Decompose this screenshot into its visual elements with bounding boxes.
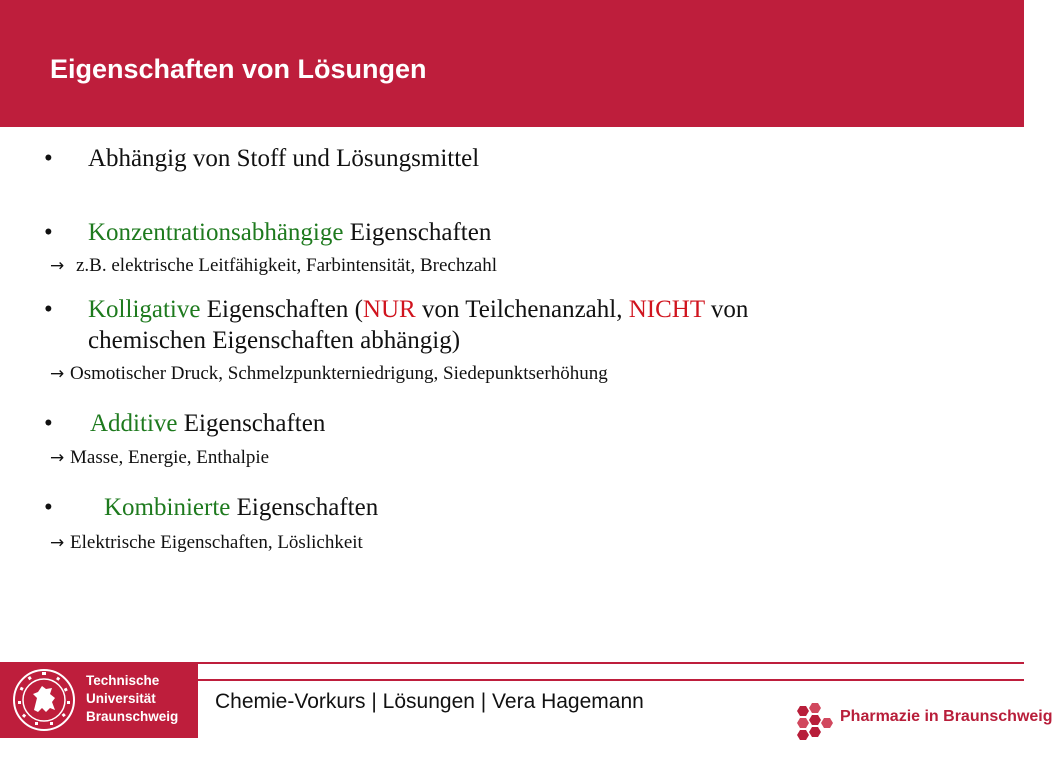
bullet-marker: • [44,219,53,246]
sub-kolligativ [50,363,608,385]
sub-kombiniert [50,532,363,554]
bullet-stoff-loesungsmittel: Abhängig von Stoff und Lösungsmittel [88,145,480,172]
bullet-text-line2: chemischen Eigenschaften abhängig) [88,327,461,354]
footer-divider-right [198,679,1024,681]
bullet-marker: • [44,145,53,172]
bullet-marker: • [44,296,53,323]
pharmazie-logo [793,702,1053,742]
bullet-text-part: von [704,296,749,323]
slide-title: Eigenschaften von Lösungen [50,54,427,84]
university-line: Technische [86,673,160,688]
arrow-right-icon: → [50,533,65,553]
bullet-rest-text: Eigenschaften [343,219,492,246]
arrow-right-icon: → [50,364,65,384]
bullet-text-part: Eigenschaften ( [200,296,363,323]
university-line: Universität [86,691,156,706]
highlight-konzentrationsabhaengige: Konzentrationsabhängige [88,219,344,246]
highlight-nicht: NICHT [628,296,705,323]
bullet-kolligativ [88,294,748,356]
arrow-right-icon: → [50,256,65,276]
sub-additiv [50,447,269,469]
bullet-konzentrationsabhaengig [88,217,491,248]
sub-text: Elektrische Eigenschaften, Löslichkeit [70,532,363,553]
footer-text: Chemie-Vorkurs | Lösungen | Vera Hagemann [215,690,644,713]
arrow-right-icon: → [50,448,65,468]
highlight-kombinierte: Kombinierte [104,494,231,521]
university-name [86,672,178,726]
highlight-additive: Additive [90,410,178,437]
university-line: Braunschweig [86,709,179,724]
bullet-rest-text: Eigenschaften [230,494,379,521]
university-seal-icon [12,668,76,732]
hexagon-cluster-icon [793,702,835,742]
tu-braunschweig-logo [0,662,198,738]
bullet-marker: • [44,410,53,437]
bullet-kombiniert [104,492,378,523]
sub-text: Osmotischer Druck, Schmelzpunkterniedrigung, Siedepunktserhöhung [70,363,608,384]
title-bar [0,0,1024,127]
sub-konzentrationsabhaengig [50,255,497,277]
sub-text: Masse, Energie, Enthalpie [70,447,270,468]
pharmazie-logo-text: Pharmazie in Braunschweig [840,708,1053,725]
sub-text: z.B. elektrische Leitfähigkeit, Farbintensität, Brechzahl [76,255,498,276]
bullet-text-part: von Teilchenanzahl, [415,296,629,323]
highlight-nur: NUR [362,296,416,323]
bullet-rest-text: Eigenschaften [177,410,326,437]
bullet-additiv [90,408,325,439]
highlight-kolligative: Kolligative [88,296,201,323]
bullet-marker: • [44,494,53,521]
